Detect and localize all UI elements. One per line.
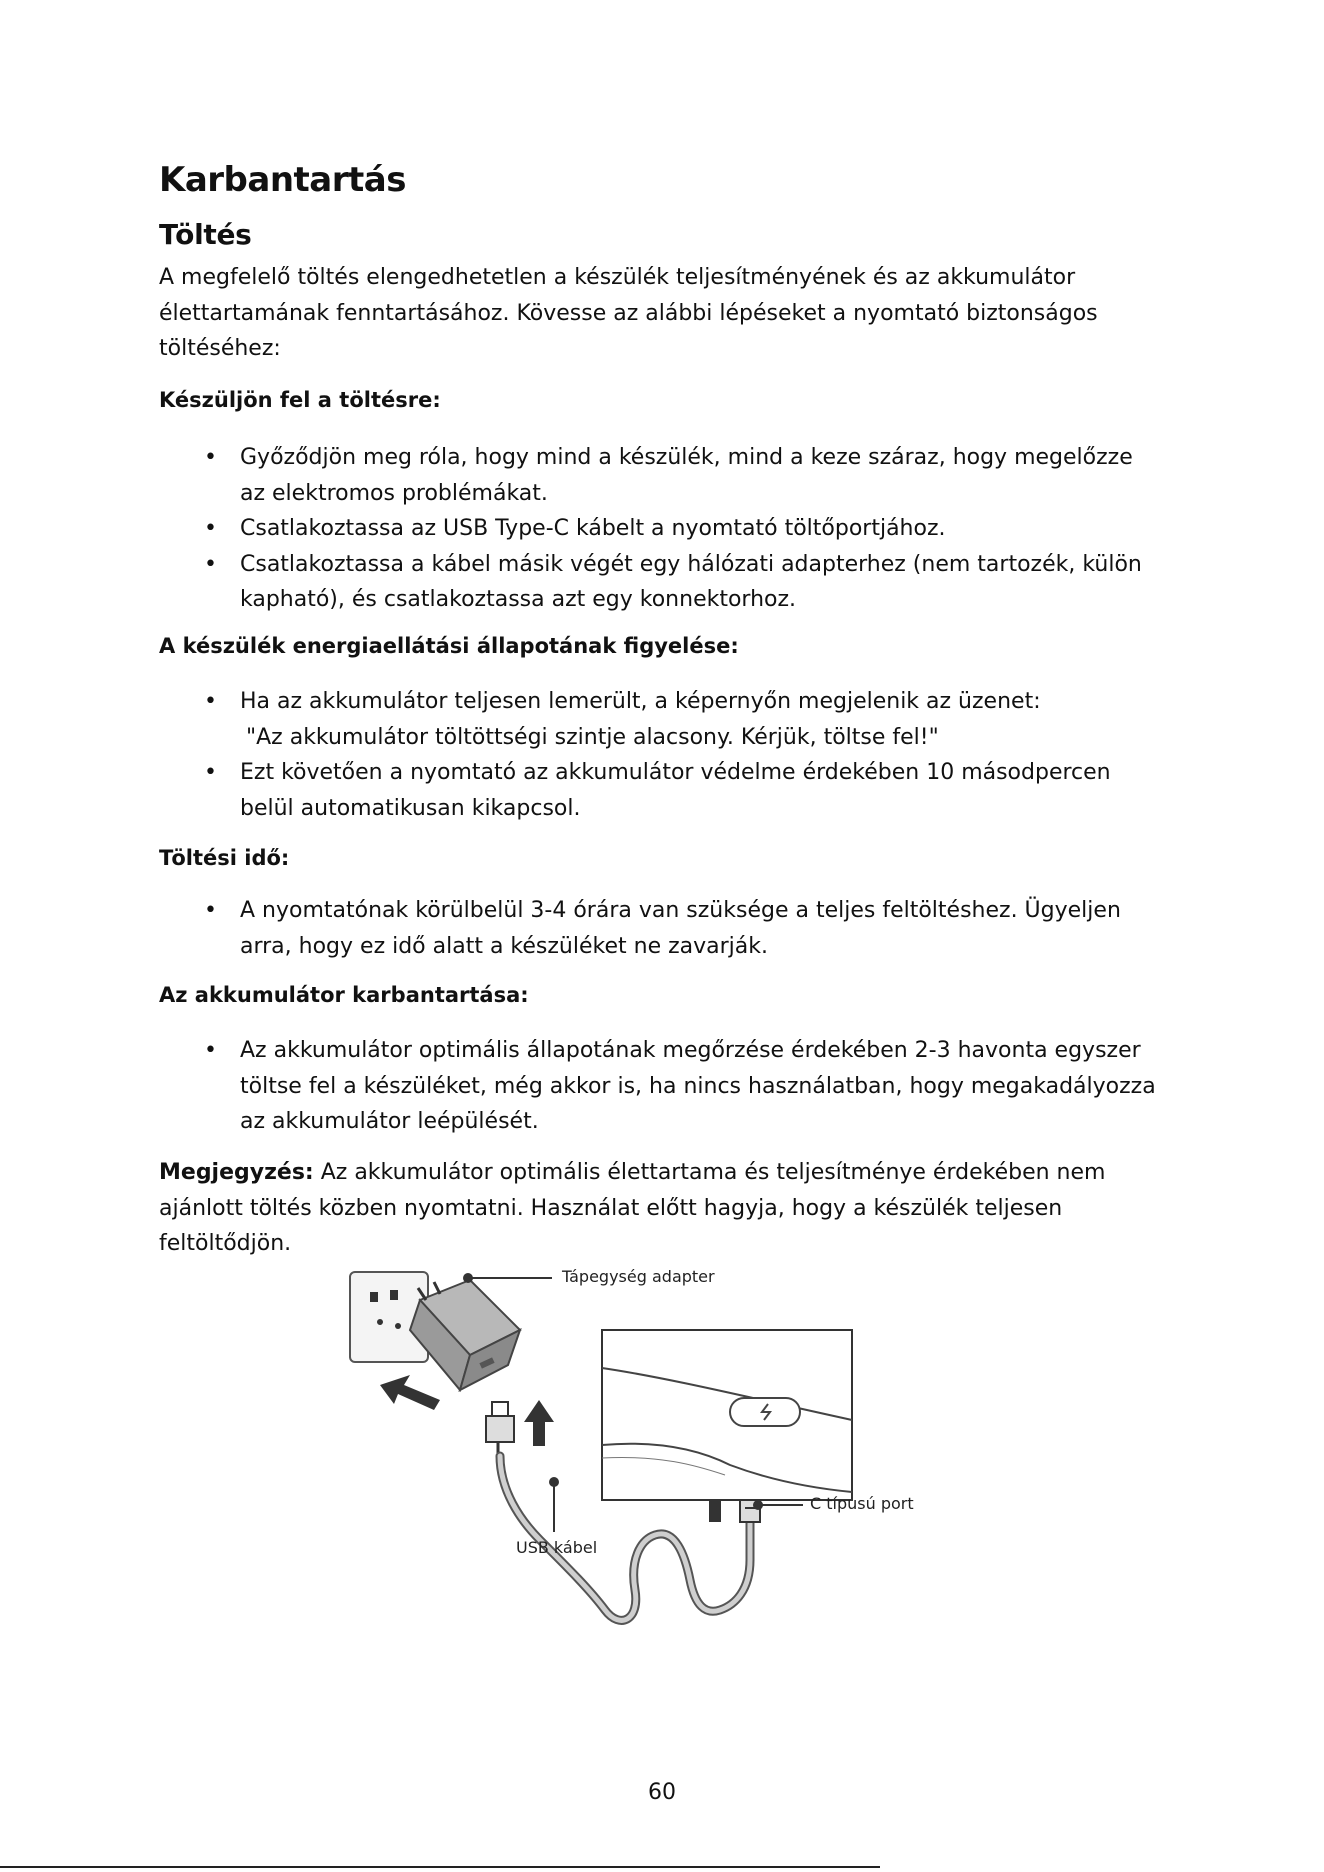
page-title: Karbantartás — [159, 160, 406, 200]
subheading-prepare: Készüljön fel a töltésre: — [159, 388, 441, 412]
note-paragraph — [159, 1155, 1169, 1262]
list-item: • Csatlakoztassa a kábel másik végét egy hálózati adapterhez (nem tartozék, külön kapható), és csatlakoztassa azt egy konnektorhoz. — [204, 551, 1142, 612]
bullet-list-battery-maintenance — [159, 1033, 1159, 1140]
subheading-battery-maintenance: Az akkumulátor karbantartása: — [159, 983, 529, 1007]
section-title: Töltés — [159, 218, 252, 251]
label-power-adapter: Tápegység adapter — [562, 1267, 715, 1286]
subheading-power-status: A készülék energiaellátási állapotának figyelése: — [159, 634, 739, 658]
power-adapter-icon — [410, 1280, 520, 1390]
list-item: • A nyomtatónak körülbelül 3-4 órára van szüksége a teljes feltöltéshez. Ügyeljen arra, hogy ez idő alatt a készüléket ne zavarják. — [204, 898, 1121, 959]
label-usb-c-port: C típusú port — [810, 1494, 914, 1513]
bullet-list-charging-time — [159, 893, 1159, 964]
insert-arrow-icon — [380, 1375, 440, 1410]
printer-closeup-icon — [602, 1330, 852, 1500]
label-usb-cable: USB kábel — [516, 1538, 598, 1557]
list-item: • Az akkumulátor optimális állapotának megőrzése érdekében 2-3 havonta egyszer töltse fel a készüléket, még akkor is, ha nincs használatban, hogy megakadályozza az akkumulátor leépülését. — [204, 1038, 1156, 1134]
subheading-charging-time: Töltési idő: — [159, 846, 290, 870]
up-arrow-icon — [524, 1400, 554, 1446]
list-item: • Ha az akkumulátor teljesen lemerült, a képernyőn megjelenik az üzenet: "Az akkumulátor töltöttségi szintje alacsony. Kérjük, töltse fel!" — [159, 684, 1159, 755]
list-item: • Ezt követően a nyomtató az akkumulátor védelme érdekében 10 másodpercen belül automatikusan kikapcsol. — [204, 760, 1111, 821]
page-number: 60 — [648, 1780, 676, 1805]
intro-paragraph: A megfelelő töltés elengedhetetlen a készülék teljesítményének és az akkumulátor élettartamának fenntartásához. Kövesse az alábbi lépéseket a nyomtató biztonságos töltéséhez: — [159, 265, 1098, 361]
bullet-list-prepare — [159, 440, 1159, 618]
charging-illustration — [340, 1260, 1020, 1630]
list-item: • Csatlakoztassa az USB Type-C kábelt a nyomtató töltőportjához. — [204, 516, 946, 541]
note-label: Megjegyzés: — [159, 1160, 314, 1185]
bullet-list-power-status — [159, 684, 1159, 826]
screen-message-quote: "Az akkumulátor töltöttségi szintje alacsony. Kérjük, töltse fel!" — [246, 724, 939, 750]
usb-plug-icon — [486, 1402, 514, 1456]
list-item: • Győződjön meg róla, hogy mind a készülék, mind a keze száraz, hogy megelőzze az elektromos problémákat. — [204, 445, 1133, 506]
charging-diagram-svg — [340, 1260, 1020, 1630]
note-text: Az akkumulátor optimális élettartama és teljesítménye érdekében nem ajánlott töltés közben nyomtatni. Használat előtt hagyja, hogy a készülék teljesen feltöltődjön. — [159, 1160, 1106, 1256]
footer-rule — [0, 1866, 880, 1868]
